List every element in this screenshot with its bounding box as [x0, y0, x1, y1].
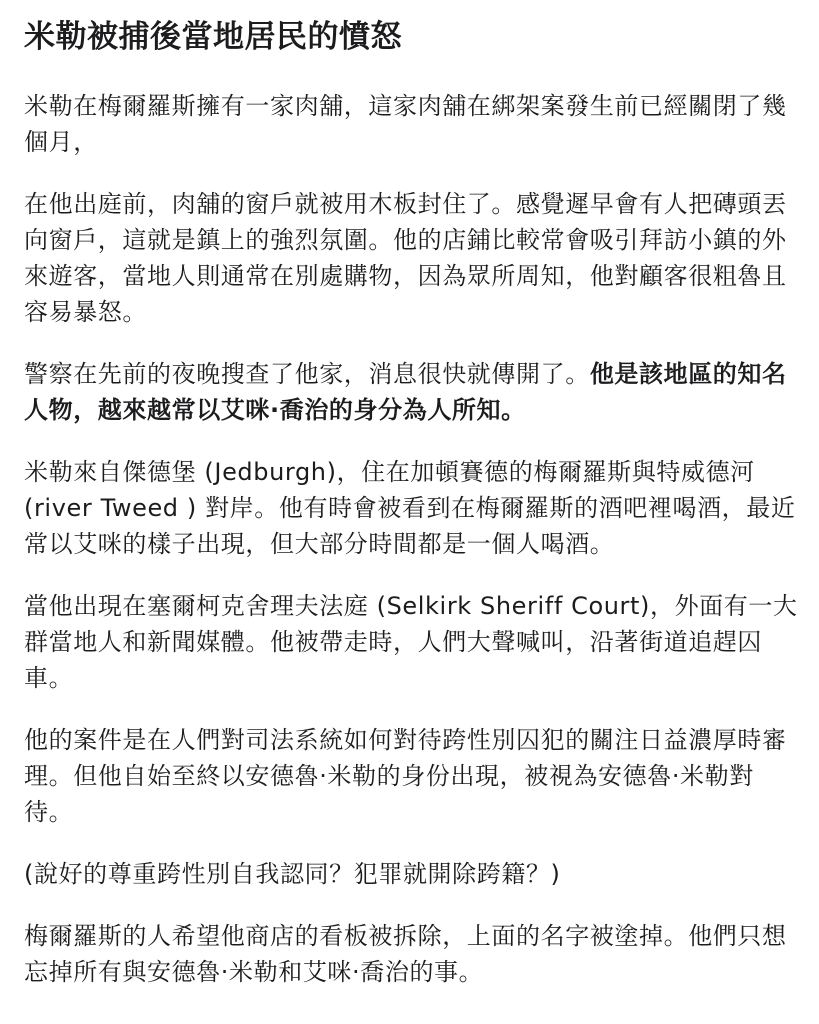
paragraph-8 [24, 918, 799, 990]
paragraph-text: 米勒來自傑德堡 (Jedburgh)，住在加頓賽德的梅爾羅斯與特威德河 (river Tweed ) 對岸。他有時會被看到在梅爾羅斯的酒吧裡喝酒，最近常以艾咪的樣子出現，但大部分時間都是一個人喝酒。 [24, 458, 796, 558]
paragraph-5 [24, 588, 799, 696]
paragraph-3 [24, 356, 799, 428]
paragraph-text: 警察在先前的夜晚搜查了他家，消息很快就傳開了。 [24, 360, 590, 388]
paragraph-text: (說好的尊重跨性別自我認同？犯罪就開除跨籍？) [24, 860, 561, 888]
paragraph-6 [24, 722, 799, 830]
paragraph-text: 當他出現在塞爾柯克舍理夫法庭 (Selkirk Sheriff Court)，外面有一大群當地人和新聞媒體。他被帶走時，人們大聲喊叫，沿著街道追趕囚車。 [24, 592, 798, 692]
paragraph-7 [24, 856, 799, 892]
paragraph-1 [24, 88, 799, 160]
paragraph-bold-text: 他是該地區的知名人物，越來越常以艾咪·喬治的身分為人所知。 [24, 360, 787, 424]
paragraph-text: 梅爾羅斯的人希望他商店的看板被拆除，上面的名字被塗掉。他們只想忘掉所有與安德魯·米勒和艾咪·喬治的事。 [24, 922, 787, 986]
paragraph-2 [24, 186, 799, 330]
paragraph-text: 他的案件是在人們對司法系統如何對待跨性別囚犯的關注日益濃厚時審理。但他自始至終以安德魯·米勒的身份出現，被視為安德魯·米勒對待。 [24, 726, 787, 826]
paragraph-text: 在他出庭前，肉舖的窗戶就被用木板封住了。感覺遲早會有人把磚頭丟向窗戶，這就是鎮上的強烈氛圍。他的店鋪比較常會吸引拜訪小鎮的外來遊客，當地人則通常在別處購物，因為眾所周知，他對顧客很粗魯且容易暴怒。 [24, 190, 787, 326]
paragraph-4 [24, 454, 799, 562]
article [24, 14, 799, 1016]
paragraph-text: 米勒在梅爾羅斯擁有一家肉舖，這家肉舖在綁架案發生前已經關閉了幾個月， [24, 92, 787, 156]
article-title: 米勒被捕後當地居民的憤怒 [24, 19, 402, 55]
